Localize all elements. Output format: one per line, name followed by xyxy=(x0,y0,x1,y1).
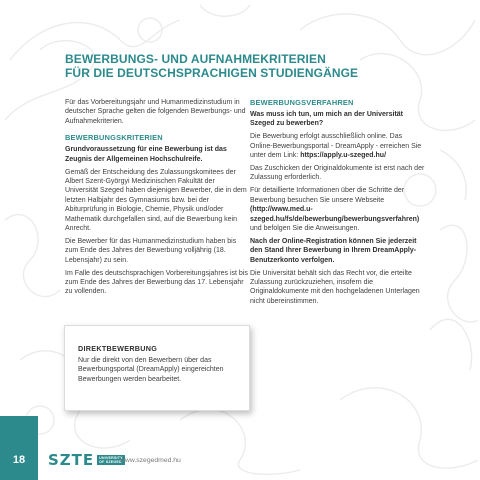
page-number: 18 xyxy=(12,454,26,466)
procedure-paragraph-1-text: Die Bewerbung erfolgt ausschließlich online. Das Online-Bewerbungsportal - DreamApply - erreichen Sie unter dem Link: xyxy=(250,133,422,160)
page-title xyxy=(65,52,425,80)
right-column xyxy=(250,98,426,310)
procedure-paragraph-2: Das Zuschicken der Originaldokumente ist erst nach der Zulassung erforderlich. xyxy=(250,165,425,182)
page-title-line-1: BEWERBUNGS- UND AUFNAHMEKRITERIEN xyxy=(65,52,326,66)
criteria-paragraph-3: Im Falle des deutschsprachigen Vorbereitungsjahres ist bis zum Ende des Jahres der Bewerbung das 17. Lebensjahr zu vollenden. xyxy=(65,269,248,296)
callout-text: Nur die direkt von den Bewerbern über das Bewerbungsportal (DreamApply) eingereichten Bewerbungen werden bearbeitet. xyxy=(78,357,224,383)
left-column xyxy=(65,98,249,300)
logo-badge-line-1: UNIVERSITY xyxy=(99,455,123,460)
logo-wordmark: SZTE xyxy=(48,451,95,469)
website-link[interactable]: (http://www.med.u-szeged.hu/fs/de/bewerbung/bewerbungsverfahren) xyxy=(250,206,420,223)
apply-link[interactable]: https://apply.u-szeged.hu/ xyxy=(300,152,387,160)
section-heading-criteria: BEWERBUNGSKRITERIEN xyxy=(65,133,163,143)
direct-application-callout xyxy=(64,325,250,411)
intro-paragraph: Für das Vorbereitungsjahr und Humanmedizinstudium in deutscher Sprache gelten die folgenden Bewerbungs- und Aufnahmekriterien. xyxy=(65,99,246,125)
procedure-paragraph-3-tail: und befolgen Sie die Anweisungen. xyxy=(250,224,360,232)
procedure-paragraph-3-text: Für detaillierte Informationen über die Schritte der Bewerbung besuchen Sie unsere Webseite xyxy=(250,187,405,204)
procedure-paragraph-3 xyxy=(250,186,426,233)
criteria-paragraph-2: Die Bewerber für das Humanmedizinstudium haben bis zum Ende des Jahres der Bewerbung volljährig (18. Lebensjahr) zu sein. xyxy=(65,237,237,264)
procedure-paragraph-5: Die Universität behält sich das Recht vor, die erteilte Zulassung zurückzuziehen, insofern die Originaldokumente mit den hochgeladenen Unterlagen nicht übereinstimmen. xyxy=(250,269,420,305)
criteria-lead: Grundvoraussetzung für eine Bewerbung ist das Zeugnis der Allgemeinen Hochschulreife. xyxy=(65,146,227,163)
criteria-paragraph-1: Gemäß der Entscheidung des Zulassungskomitees der Albert Szent-Györgyi Medizinischen Fakultät der Universität Szeged haben diejenigen Bewerber, die in dem letzten Halbjahr des Gymnasiums bzw. bei der Abiturprüfung in Biologie, Chemie, Physik und/oder Mathematik durchgefallen sind, auf die Bewerbung kein Anrecht. xyxy=(65,168,247,232)
page-number-bar xyxy=(0,416,38,480)
callout-heading: DIREKTBEWERBUNG xyxy=(78,344,158,353)
szte-logo xyxy=(48,451,125,469)
procedure-paragraph-4: Nach der Online-Registration können Sie jederzeit den Stand Ihrer Bewerbung in Ihrem DreamApply-Benutzerkonto verfolgen. xyxy=(250,237,417,264)
procedure-paragraph-1 xyxy=(250,132,426,160)
section-heading-procedure: BEWERBUNGSVERFAHREN xyxy=(250,98,354,107)
logo-badge-line-2: OF SZEGED xyxy=(99,460,122,464)
procedure-question: Was muss ich tun, um mich an der Universität Szeged zu bewerben? xyxy=(250,111,403,128)
page-title-line-2: FÜR DIE DEUTSCHSPRACHIGEN STUDIENGÄNGE xyxy=(65,66,359,80)
footer-url[interactable]: www.szegedmed.hu xyxy=(120,457,181,464)
